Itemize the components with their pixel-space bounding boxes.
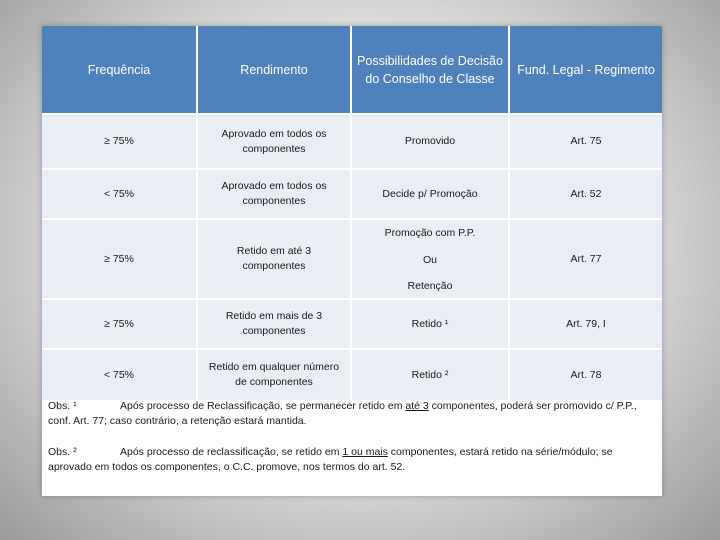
cell-frequencia: ≥ 75%: [104, 135, 134, 147]
footnote-1-text-pre: Após processo de Reclassificação, se permanecer retido em: [120, 400, 406, 412]
cell-frequencia: < 75%: [103, 187, 135, 200]
cell-rendimento: Aprovado em todos os componentes: [196, 115, 350, 168]
cell-artigo: Art. 78: [508, 350, 662, 400]
table-row: [42, 298, 662, 348]
cell-rendimento: Retido em qualquer número de componentes: [196, 350, 350, 400]
footnote-1-underline: até 3: [405, 400, 429, 412]
cell-rendimento: Retido em até 3 componentes: [196, 220, 350, 298]
footnote-2: [48, 445, 656, 475]
table-row: [42, 168, 662, 218]
cell-frequencia: < 75%: [103, 368, 135, 381]
cell-decisao: Decide p/ Promoção: [350, 170, 508, 218]
cell-frequencia: ≥ 75%: [104, 252, 134, 265]
cell-artigo: Art. 52: [508, 170, 662, 218]
table-header-row: [42, 26, 662, 113]
decisao-option-retencao: Retenção: [407, 280, 453, 292]
slide: [42, 26, 662, 496]
footnote-1-label: Obs. ¹: [48, 400, 77, 412]
cell-decisao: Retido ¹: [350, 300, 508, 348]
footnote-1-text-post: componentes, poderá ser promovido c/ P.P., conf. Art. 77; caso contrário, a retenção estará mantida.: [48, 400, 637, 427]
header-fundamento: Fund. Legal - Regimento: [508, 26, 662, 113]
footnotes: [48, 399, 656, 491]
header-rendimento: Rendimento: [196, 26, 350, 113]
header-frequencia: Frequência: [87, 62, 151, 77]
footnote-2-text-pre: Após processo de reclassificação, se retido em: [120, 446, 343, 458]
table-row: [42, 113, 662, 168]
decisao-option-promocao: Promoção com P.P.: [384, 227, 476, 239]
footnote-1: [48, 399, 656, 429]
cell-decisao: Promovido: [350, 115, 508, 168]
table-row: [42, 348, 662, 400]
cell-artigo: Art. 75: [508, 115, 662, 168]
cell-decisao: Retido ²: [350, 350, 508, 400]
cell-artigo: Art. 77: [508, 220, 662, 298]
decision-table: [42, 26, 662, 400]
table-row: [42, 218, 662, 298]
cell-rendimento: Aprovado em todos os componentes: [196, 170, 350, 218]
footnote-2-underline: 1 ou mais: [342, 446, 388, 458]
cell-frequencia: ≥ 75%: [104, 317, 134, 330]
header-possibilidades: Possibilidades de Decisão do Conselho de Classe: [350, 26, 508, 113]
footnote-2-label: Obs. ²: [48, 446, 77, 458]
cell-artigo: Art. 79, I: [508, 300, 662, 348]
decisao-option-ou: Ou: [422, 253, 437, 266]
cell-rendimento: Retido em mais de 3 componentes: [196, 300, 350, 348]
cell-decisao: [350, 220, 508, 298]
footnote-2-text-post: componentes, estará retido na série/módulo; se aprovado em todos os componentes, o C.C. promove, nos termos do art. 52.: [48, 446, 613, 473]
decisao-options: [385, 220, 476, 298]
